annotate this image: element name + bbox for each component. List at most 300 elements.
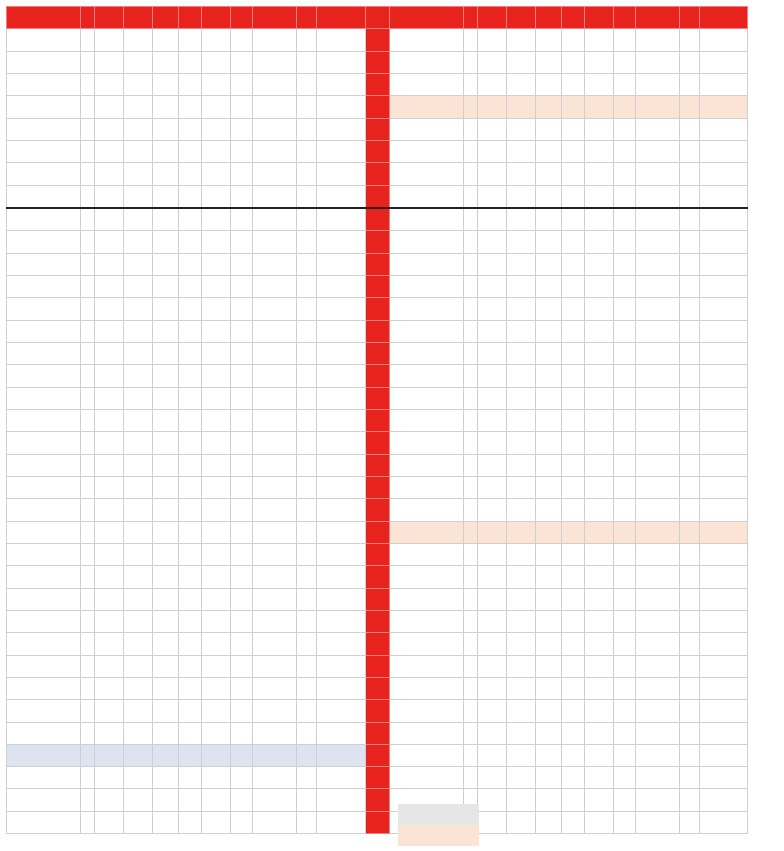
stat-cell-avg[interactable] <box>636 811 680 833</box>
stat-cell-rk[interactable] <box>680 811 700 833</box>
stat-cell-age[interactable] <box>81 29 95 51</box>
stat-cell-ab[interactable] <box>507 73 536 95</box>
stat-cell-sb[interactable] <box>614 789 636 811</box>
stat-cell-h[interactable] <box>536 231 562 253</box>
stat-cell-rc[interactable] <box>700 208 748 231</box>
stat-cell-avg[interactable] <box>636 454 680 476</box>
position-cell[interactable] <box>366 454 390 476</box>
stat-cell-rc[interactable] <box>700 432 748 454</box>
stat-cell-h[interactable] <box>536 208 562 231</box>
stat-cell-rk[interactable] <box>680 588 700 610</box>
stat-cell-sb[interactable] <box>614 633 636 655</box>
column-header[interactable] <box>81 7 95 29</box>
stat-cell-rbi[interactable] <box>585 387 614 409</box>
column-header[interactable] <box>507 7 536 29</box>
stat-cell-ab[interactable] <box>507 521 536 543</box>
stat-cell-avg[interactable] <box>636 633 680 655</box>
stat-cell-g[interactable] <box>95 29 124 51</box>
player-name-cell[interactable] <box>7 140 81 162</box>
stat-cell-g[interactable] <box>95 543 124 565</box>
stat-cell-avg[interactable] <box>636 700 680 722</box>
stat-cell-ab[interactable] <box>507 744 536 766</box>
stat-cell-rk[interactable] <box>680 73 700 95</box>
column-header[interactable] <box>231 7 253 29</box>
stat-cell-avg[interactable] <box>636 409 680 431</box>
stat-cell-sb[interactable] <box>231 655 253 677</box>
stat-cell-rc[interactable] <box>700 499 748 521</box>
stat-cell-rbi[interactable] <box>585 73 614 95</box>
player-name-cell[interactable] <box>390 231 464 253</box>
stat-cell-avg[interactable] <box>636 566 680 588</box>
stat-cell-rc[interactable] <box>700 163 748 185</box>
stat-cell-age[interactable] <box>464 231 478 253</box>
stat-cell-h[interactable] <box>153 432 179 454</box>
stat-cell-rbi[interactable] <box>202 543 231 565</box>
stat-cell-rbi[interactable] <box>585 253 614 275</box>
stat-cell-age[interactable] <box>81 566 95 588</box>
stat-cell-rk[interactable] <box>680 543 700 565</box>
stat-cell-ab[interactable] <box>507 767 536 789</box>
stat-cell-avg[interactable] <box>253 163 297 185</box>
player-name-cell[interactable] <box>7 700 81 722</box>
stat-cell-avg[interactable] <box>253 51 297 73</box>
stat-cell-rk[interactable] <box>297 700 317 722</box>
stat-cell-avg[interactable] <box>253 476 297 498</box>
stat-cell-rbi[interactable] <box>585 767 614 789</box>
stat-cell-rc[interactable] <box>700 744 748 766</box>
stat-cell-rc[interactable] <box>700 700 748 722</box>
stat-cell-rc[interactable] <box>317 789 366 811</box>
stat-cell-sb[interactable] <box>231 499 253 521</box>
stat-cell-g[interactable] <box>478 185 507 208</box>
stat-cell-g[interactable] <box>95 253 124 275</box>
stat-cell-sb[interactable] <box>231 432 253 454</box>
stat-cell-g[interactable] <box>95 432 124 454</box>
stat-cell-rk[interactable] <box>297 499 317 521</box>
stat-cell-avg[interactable] <box>253 789 297 811</box>
stat-cell-ab[interactable] <box>507 185 536 208</box>
stat-cell-hr[interactable] <box>562 51 585 73</box>
stat-cell-g[interactable] <box>95 588 124 610</box>
stat-cell-h[interactable] <box>153 655 179 677</box>
stat-cell-age[interactable] <box>81 208 95 231</box>
stat-cell-hr[interactable] <box>179 298 202 320</box>
stat-cell-rc[interactable] <box>700 543 748 565</box>
stat-cell-rc[interactable] <box>700 275 748 297</box>
stat-cell-avg[interactable] <box>253 298 297 320</box>
column-header[interactable] <box>614 7 636 29</box>
stat-cell-avg[interactable] <box>636 722 680 744</box>
stat-cell-g[interactable] <box>95 744 124 766</box>
stat-cell-ab[interactable] <box>124 96 153 118</box>
stat-cell-rc[interactable] <box>700 655 748 677</box>
player-name-cell[interactable] <box>390 208 464 231</box>
stat-cell-age[interactable] <box>464 722 478 744</box>
stat-cell-avg[interactable] <box>253 566 297 588</box>
stat-cell-rc[interactable] <box>700 677 748 699</box>
stat-cell-avg[interactable] <box>636 73 680 95</box>
stat-cell-rc[interactable] <box>317 365 366 387</box>
stat-cell-rbi[interactable] <box>202 320 231 342</box>
stat-cell-avg[interactable] <box>253 655 297 677</box>
stat-cell-ab[interactable] <box>124 140 153 162</box>
stat-cell-hr[interactable] <box>562 275 585 297</box>
stat-cell-rk[interactable] <box>297 789 317 811</box>
stat-cell-rbi[interactable] <box>585 744 614 766</box>
stat-cell-hr[interactable] <box>179 543 202 565</box>
stat-cell-age[interactable] <box>81 73 95 95</box>
stat-cell-sb[interactable] <box>614 387 636 409</box>
stat-cell-rk[interactable] <box>297 409 317 431</box>
position-cell[interactable] <box>366 543 390 565</box>
stat-cell-age[interactable] <box>81 365 95 387</box>
stat-cell-avg[interactable] <box>253 722 297 744</box>
stat-cell-h[interactable] <box>536 700 562 722</box>
stat-cell-g[interactable] <box>478 96 507 118</box>
stat-cell-sb[interactable] <box>614 96 636 118</box>
position-cell[interactable] <box>366 29 390 51</box>
stat-cell-rc[interactable] <box>700 118 748 140</box>
stat-cell-age[interactable] <box>81 342 95 364</box>
stat-cell-rk[interactable] <box>680 521 700 543</box>
stat-cell-h[interactable] <box>153 73 179 95</box>
stat-cell-ab[interactable] <box>507 655 536 677</box>
stat-cell-age[interactable] <box>81 231 95 253</box>
stat-cell-rk[interactable] <box>680 789 700 811</box>
stat-cell-g[interactable] <box>478 432 507 454</box>
stat-cell-ab[interactable] <box>507 677 536 699</box>
stat-cell-ab[interactable] <box>124 409 153 431</box>
stat-cell-ab[interactable] <box>507 476 536 498</box>
stat-cell-ab[interactable] <box>124 320 153 342</box>
player-name-cell[interactable] <box>390 767 464 789</box>
stat-cell-avg[interactable] <box>636 767 680 789</box>
stat-cell-age[interactable] <box>464 409 478 431</box>
stat-cell-hr[interactable] <box>179 320 202 342</box>
stat-cell-avg[interactable] <box>253 73 297 95</box>
player-name-cell[interactable] <box>7 811 81 833</box>
player-name-cell[interactable] <box>7 543 81 565</box>
stat-cell-h[interactable] <box>536 767 562 789</box>
stat-cell-rbi[interactable] <box>585 811 614 833</box>
stat-cell-rbi[interactable] <box>585 365 614 387</box>
stat-cell-avg[interactable] <box>636 140 680 162</box>
stat-cell-age[interactable] <box>81 96 95 118</box>
player-name-cell[interactable] <box>7 677 81 699</box>
stat-cell-sb[interactable] <box>231 253 253 275</box>
stat-cell-rc[interactable] <box>317 51 366 73</box>
stat-cell-rc[interactable] <box>700 387 748 409</box>
position-cell[interactable] <box>366 521 390 543</box>
position-cell[interactable] <box>366 566 390 588</box>
stat-cell-g[interactable] <box>478 409 507 431</box>
stat-cell-ab[interactable] <box>124 253 153 275</box>
stat-cell-g[interactable] <box>95 365 124 387</box>
stat-cell-ab[interactable] <box>507 700 536 722</box>
stat-cell-hr[interactable] <box>179 208 202 231</box>
player-name-cell[interactable] <box>7 476 81 498</box>
stat-cell-hr[interactable] <box>179 253 202 275</box>
stat-cell-rbi[interactable] <box>585 163 614 185</box>
stat-cell-age[interactable] <box>464 275 478 297</box>
stat-cell-g[interactable] <box>478 610 507 632</box>
stat-cell-age[interactable] <box>464 588 478 610</box>
stat-cell-rc[interactable] <box>317 275 366 297</box>
stat-cell-h[interactable] <box>536 73 562 95</box>
player-name-cell[interactable] <box>390 185 464 208</box>
player-name-cell[interactable] <box>390 365 464 387</box>
stat-cell-g[interactable] <box>478 566 507 588</box>
stat-cell-hr[interactable] <box>562 655 585 677</box>
stat-cell-rbi[interactable] <box>202 588 231 610</box>
stat-cell-ab[interactable] <box>507 29 536 51</box>
stat-cell-h[interactable] <box>153 722 179 744</box>
stat-cell-avg[interactable] <box>636 499 680 521</box>
stat-cell-sb[interactable] <box>614 588 636 610</box>
stat-cell-avg[interactable] <box>253 365 297 387</box>
player-name-cell[interactable] <box>7 253 81 275</box>
stat-cell-age[interactable] <box>81 454 95 476</box>
stat-cell-ab[interactable] <box>124 163 153 185</box>
stat-cell-rbi[interactable] <box>585 722 614 744</box>
stat-cell-rk[interactable] <box>297 744 317 766</box>
stat-cell-ab[interactable] <box>124 432 153 454</box>
stat-cell-sb[interactable] <box>614 543 636 565</box>
stat-cell-h[interactable] <box>153 231 179 253</box>
stat-cell-age[interactable] <box>464 610 478 632</box>
stat-cell-hr[interactable] <box>179 432 202 454</box>
stat-cell-sb[interactable] <box>231 409 253 431</box>
stat-cell-ab[interactable] <box>124 722 153 744</box>
player-name-cell[interactable] <box>7 767 81 789</box>
stat-cell-rbi[interactable] <box>585 655 614 677</box>
stat-cell-h[interactable] <box>153 96 179 118</box>
column-header[interactable] <box>536 7 562 29</box>
stat-cell-hr[interactable] <box>562 499 585 521</box>
stat-cell-age[interactable] <box>81 387 95 409</box>
stat-cell-rbi[interactable] <box>585 409 614 431</box>
stat-cell-ab[interactable] <box>124 51 153 73</box>
position-cell[interactable] <box>366 73 390 95</box>
stat-cell-ab[interactable] <box>507 118 536 140</box>
stat-cell-h[interactable] <box>536 543 562 565</box>
stat-cell-h[interactable] <box>536 677 562 699</box>
stat-cell-hr[interactable] <box>562 700 585 722</box>
stat-cell-rbi[interactable] <box>585 432 614 454</box>
stat-cell-g[interactable] <box>95 342 124 364</box>
stat-cell-rk[interactable] <box>297 96 317 118</box>
stat-cell-hr[interactable] <box>179 499 202 521</box>
stat-cell-rk[interactable] <box>297 588 317 610</box>
stat-cell-age[interactable] <box>81 767 95 789</box>
stat-cell-avg[interactable] <box>253 610 297 632</box>
stat-cell-rc[interactable] <box>317 118 366 140</box>
stat-cell-ab[interactable] <box>124 454 153 476</box>
stat-cell-g[interactable] <box>95 140 124 162</box>
stat-cell-age[interactable] <box>464 633 478 655</box>
stat-cell-age[interactable] <box>464 320 478 342</box>
stat-cell-hr[interactable] <box>179 700 202 722</box>
stat-cell-avg[interactable] <box>253 744 297 766</box>
position-cell[interactable] <box>366 140 390 162</box>
stat-cell-sb[interactable] <box>614 29 636 51</box>
position-cell[interactable] <box>366 789 390 811</box>
stat-cell-avg[interactable] <box>636 298 680 320</box>
stat-cell-rc[interactable] <box>700 409 748 431</box>
stat-cell-rc[interactable] <box>317 499 366 521</box>
stat-cell-avg[interactable] <box>253 543 297 565</box>
stat-cell-hr[interactable] <box>179 409 202 431</box>
stat-cell-avg[interactable] <box>636 208 680 231</box>
stat-cell-h[interactable] <box>536 29 562 51</box>
column-header[interactable] <box>95 7 124 29</box>
stat-cell-ab[interactable] <box>124 566 153 588</box>
stat-cell-hr[interactable] <box>562 767 585 789</box>
stat-cell-h[interactable] <box>153 29 179 51</box>
stat-cell-rbi[interactable] <box>202 677 231 699</box>
stat-cell-rbi[interactable] <box>585 96 614 118</box>
stat-cell-rbi[interactable] <box>202 387 231 409</box>
position-cell[interactable] <box>366 298 390 320</box>
stat-cell-age[interactable] <box>81 298 95 320</box>
stat-cell-hr[interactable] <box>562 811 585 833</box>
stat-cell-avg[interactable] <box>636 253 680 275</box>
stat-cell-rk[interactable] <box>297 342 317 364</box>
column-header[interactable] <box>179 7 202 29</box>
stat-cell-sb[interactable] <box>231 185 253 208</box>
stat-cell-rk[interactable] <box>680 454 700 476</box>
stat-cell-rbi[interactable] <box>202 521 231 543</box>
column-header[interactable] <box>562 7 585 29</box>
stat-cell-avg[interactable] <box>636 320 680 342</box>
stat-cell-ab[interactable] <box>124 789 153 811</box>
stat-cell-rk[interactable] <box>680 253 700 275</box>
stat-cell-g[interactable] <box>95 387 124 409</box>
stat-cell-rk[interactable] <box>297 29 317 51</box>
stat-cell-hr[interactable] <box>179 610 202 632</box>
column-header[interactable] <box>153 7 179 29</box>
player-name-cell[interactable] <box>7 789 81 811</box>
stat-cell-rk[interactable] <box>297 767 317 789</box>
stat-cell-avg[interactable] <box>636 543 680 565</box>
player-name-cell[interactable] <box>390 73 464 95</box>
stat-cell-hr[interactable] <box>179 118 202 140</box>
stat-cell-hr[interactable] <box>179 588 202 610</box>
stat-cell-rbi[interactable] <box>585 208 614 231</box>
stat-cell-rk[interactable] <box>680 387 700 409</box>
stat-cell-ab[interactable] <box>124 655 153 677</box>
stat-cell-rbi[interactable] <box>202 409 231 431</box>
stat-cell-age[interactable] <box>464 140 478 162</box>
stat-cell-ab[interactable] <box>507 789 536 811</box>
stat-cell-rbi[interactable] <box>585 476 614 498</box>
stat-cell-rbi[interactable] <box>202 655 231 677</box>
player-name-cell[interactable] <box>390 610 464 632</box>
stat-cell-g[interactable] <box>478 700 507 722</box>
stat-cell-age[interactable] <box>81 655 95 677</box>
stat-cell-rbi[interactable] <box>202 454 231 476</box>
stat-cell-sb[interactable] <box>231 566 253 588</box>
stat-cell-rc[interactable] <box>317 342 366 364</box>
stat-cell-sb[interactable] <box>231 118 253 140</box>
stat-cell-ab[interactable] <box>507 342 536 364</box>
stat-cell-g[interactable] <box>478 73 507 95</box>
stat-cell-g[interactable] <box>95 231 124 253</box>
stat-cell-ab[interactable] <box>507 566 536 588</box>
column-header[interactable] <box>636 7 680 29</box>
stat-cell-rc[interactable] <box>700 73 748 95</box>
stat-cell-age[interactable] <box>464 655 478 677</box>
column-header[interactable] <box>366 7 390 29</box>
stat-cell-ab[interactable] <box>124 499 153 521</box>
stat-cell-g[interactable] <box>95 633 124 655</box>
column-header[interactable] <box>253 7 297 29</box>
stat-cell-rk[interactable] <box>297 543 317 565</box>
player-name-cell[interactable] <box>7 163 81 185</box>
stat-cell-g[interactable] <box>478 454 507 476</box>
stat-cell-avg[interactable] <box>253 208 297 231</box>
stat-cell-rbi[interactable] <box>202 51 231 73</box>
stat-cell-hr[interactable] <box>179 811 202 833</box>
player-name-cell[interactable] <box>390 51 464 73</box>
stat-cell-ab[interactable] <box>507 208 536 231</box>
stat-cell-age[interactable] <box>464 365 478 387</box>
stat-cell-rbi[interactable] <box>202 140 231 162</box>
stat-cell-sb[interactable] <box>614 118 636 140</box>
stat-cell-h[interactable] <box>536 409 562 431</box>
stat-cell-avg[interactable] <box>253 454 297 476</box>
stat-cell-g[interactable] <box>95 499 124 521</box>
stat-cell-age[interactable] <box>81 677 95 699</box>
stat-cell-sb[interactable] <box>231 789 253 811</box>
position-cell[interactable] <box>366 320 390 342</box>
stat-cell-rk[interactable] <box>680 633 700 655</box>
stat-cell-h[interactable] <box>536 476 562 498</box>
stat-cell-g[interactable] <box>478 767 507 789</box>
stat-cell-h[interactable] <box>153 163 179 185</box>
stat-cell-avg[interactable] <box>636 163 680 185</box>
stat-cell-ab[interactable] <box>124 365 153 387</box>
stat-cell-rbi[interactable] <box>585 610 614 632</box>
stat-cell-h[interactable] <box>536 387 562 409</box>
stat-cell-sb[interactable] <box>614 342 636 364</box>
stat-cell-rk[interactable] <box>680 744 700 766</box>
stat-cell-rk[interactable] <box>680 29 700 51</box>
stat-cell-rk[interactable] <box>297 677 317 699</box>
position-cell[interactable] <box>366 499 390 521</box>
stat-cell-g[interactable] <box>95 521 124 543</box>
stat-cell-avg[interactable] <box>636 432 680 454</box>
stat-cell-h[interactable] <box>153 454 179 476</box>
stat-cell-rk[interactable] <box>680 231 700 253</box>
stat-cell-g[interactable] <box>95 185 124 208</box>
stat-cell-h[interactable] <box>153 476 179 498</box>
stat-cell-avg[interactable] <box>253 700 297 722</box>
position-cell[interactable] <box>366 387 390 409</box>
stat-cell-age[interactable] <box>81 476 95 498</box>
stat-cell-hr[interactable] <box>562 163 585 185</box>
stat-cell-sb[interactable] <box>614 320 636 342</box>
stat-cell-hr[interactable] <box>179 231 202 253</box>
player-name-cell[interactable] <box>7 610 81 632</box>
stat-cell-h[interactable] <box>153 185 179 208</box>
stat-cell-sb[interactable] <box>231 610 253 632</box>
stat-cell-age[interactable] <box>81 253 95 275</box>
stat-cell-sb[interactable] <box>614 275 636 297</box>
stat-cell-avg[interactable] <box>636 51 680 73</box>
stat-cell-sb[interactable] <box>231 543 253 565</box>
stat-cell-g[interactable] <box>95 275 124 297</box>
